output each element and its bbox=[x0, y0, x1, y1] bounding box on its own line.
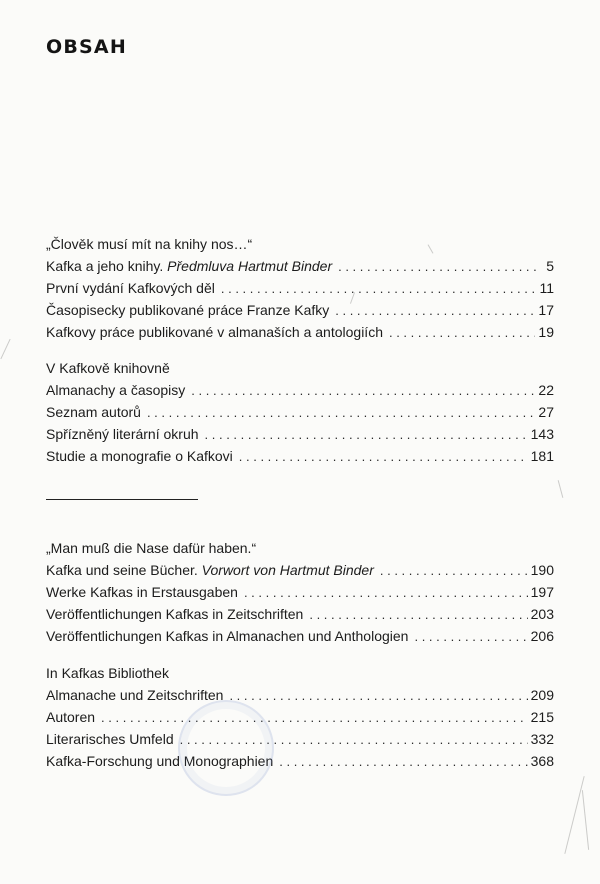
scan-mark bbox=[582, 790, 589, 850]
dot-leader bbox=[279, 751, 527, 773]
entry-title: Veröffentlichungen Kafkas in Zeitschriften bbox=[46, 606, 304, 622]
dot-leader bbox=[338, 256, 537, 278]
toc-entry[interactable] bbox=[46, 581, 554, 603]
toc-entry[interactable] bbox=[46, 379, 554, 401]
toc-entry[interactable] bbox=[46, 445, 554, 467]
entry-page: 27 bbox=[538, 404, 554, 420]
entry-title: Časopisecky publikované práce Franze Kafky bbox=[46, 302, 330, 318]
toc-section-czech bbox=[46, 233, 554, 343]
entry-title: Seznam autorů bbox=[46, 404, 141, 420]
faint-stamp bbox=[178, 700, 274, 796]
entry-title: Kafka a jeho knihy. bbox=[46, 258, 168, 274]
toc-entry[interactable] bbox=[46, 255, 554, 277]
toc-section-german-library bbox=[46, 662, 554, 772]
entry-title: Spřízněný literární okruh bbox=[46, 426, 199, 442]
entry-title: Veröffentlichungen Kafkas in Almanachen und Anthologien bbox=[46, 628, 409, 644]
entry-page: 206 bbox=[530, 628, 554, 644]
entry-title: Kafkovy práce publikované v almanaších a antologiích bbox=[46, 324, 383, 340]
scan-mark bbox=[564, 776, 584, 854]
toc-entry[interactable] bbox=[46, 299, 554, 321]
entry-title: Almanache und Zeitschriften bbox=[46, 687, 224, 703]
scan-mark bbox=[558, 480, 564, 498]
dot-leader bbox=[101, 707, 528, 729]
section-heading: V Kafkově knihovně bbox=[46, 360, 170, 376]
entry-title: Kafka-Forschung und Monographien bbox=[46, 753, 274, 769]
entry-page: 332 bbox=[530, 731, 554, 747]
toc-entry[interactable] bbox=[46, 321, 554, 343]
dot-leader bbox=[389, 322, 535, 344]
entry-title: Studie a monografie o Kafkovi bbox=[46, 448, 233, 464]
entry-page: 143 bbox=[530, 426, 554, 442]
section-heading: In Kafkas Bibliothek bbox=[46, 665, 169, 681]
toc-entry[interactable] bbox=[46, 277, 554, 299]
entry-page: 181 bbox=[530, 448, 554, 464]
toc-entry[interactable] bbox=[46, 625, 554, 647]
entry-page: 197 bbox=[530, 584, 554, 600]
section-heading: „Man muß die Nase dafür haben.“ bbox=[46, 540, 257, 556]
dot-leader bbox=[309, 604, 527, 626]
toc-section-german bbox=[46, 537, 554, 647]
toc-entry[interactable] bbox=[46, 401, 554, 423]
toc-entry[interactable] bbox=[46, 750, 554, 772]
entry-title-italic: Předmluva Hartmut Binder bbox=[167, 258, 333, 274]
entry-title: Literarisches Umfeld bbox=[46, 731, 174, 747]
toc-entry[interactable] bbox=[46, 728, 554, 750]
toc-entry[interactable] bbox=[46, 706, 554, 728]
dot-leader bbox=[191, 380, 535, 402]
dot-leader bbox=[147, 402, 535, 424]
section-divider bbox=[46, 499, 198, 500]
toc-entry[interactable] bbox=[46, 684, 554, 706]
entry-page: 203 bbox=[530, 606, 554, 622]
dot-leader bbox=[335, 300, 535, 322]
entry-title: Autoren bbox=[46, 709, 96, 725]
entry-title: Werke Kafkas in Erstausgaben bbox=[46, 584, 238, 600]
toc-entry[interactable] bbox=[46, 603, 554, 625]
section-heading: „Člověk musí mít na knihy nos…“ bbox=[46, 236, 253, 252]
toc-section-czech-library bbox=[46, 357, 554, 467]
page-title: OBSAH bbox=[46, 36, 127, 58]
entry-title: Almanachy a časopisy bbox=[46, 382, 186, 398]
entry-title: První vydání Kafkových děl bbox=[46, 280, 215, 296]
dot-leader bbox=[380, 560, 528, 582]
dot-leader bbox=[244, 582, 528, 604]
scan-mark bbox=[0, 339, 10, 359]
entry-page: 190 bbox=[530, 562, 554, 578]
dot-leader bbox=[221, 278, 537, 300]
toc-entry[interactable] bbox=[46, 559, 554, 581]
dot-leader bbox=[205, 424, 528, 446]
entry-page: 368 bbox=[530, 753, 554, 769]
dot-leader bbox=[239, 446, 528, 468]
entry-page: 5 bbox=[546, 258, 554, 274]
entry-page: 17 bbox=[538, 302, 554, 318]
entry-title-italic: Vorwort von Hartmut Binder bbox=[201, 562, 374, 578]
dot-leader bbox=[414, 626, 527, 648]
dot-leader bbox=[229, 685, 527, 707]
entry-page: 215 bbox=[530, 709, 554, 725]
entry-page: 11 bbox=[539, 280, 554, 296]
entry-title: Kafka und seine Bücher. bbox=[46, 562, 202, 578]
entry-page: 22 bbox=[538, 382, 554, 398]
entry-page: 19 bbox=[538, 324, 554, 340]
entry-page: 209 bbox=[530, 687, 554, 703]
toc-entry[interactable] bbox=[46, 423, 554, 445]
